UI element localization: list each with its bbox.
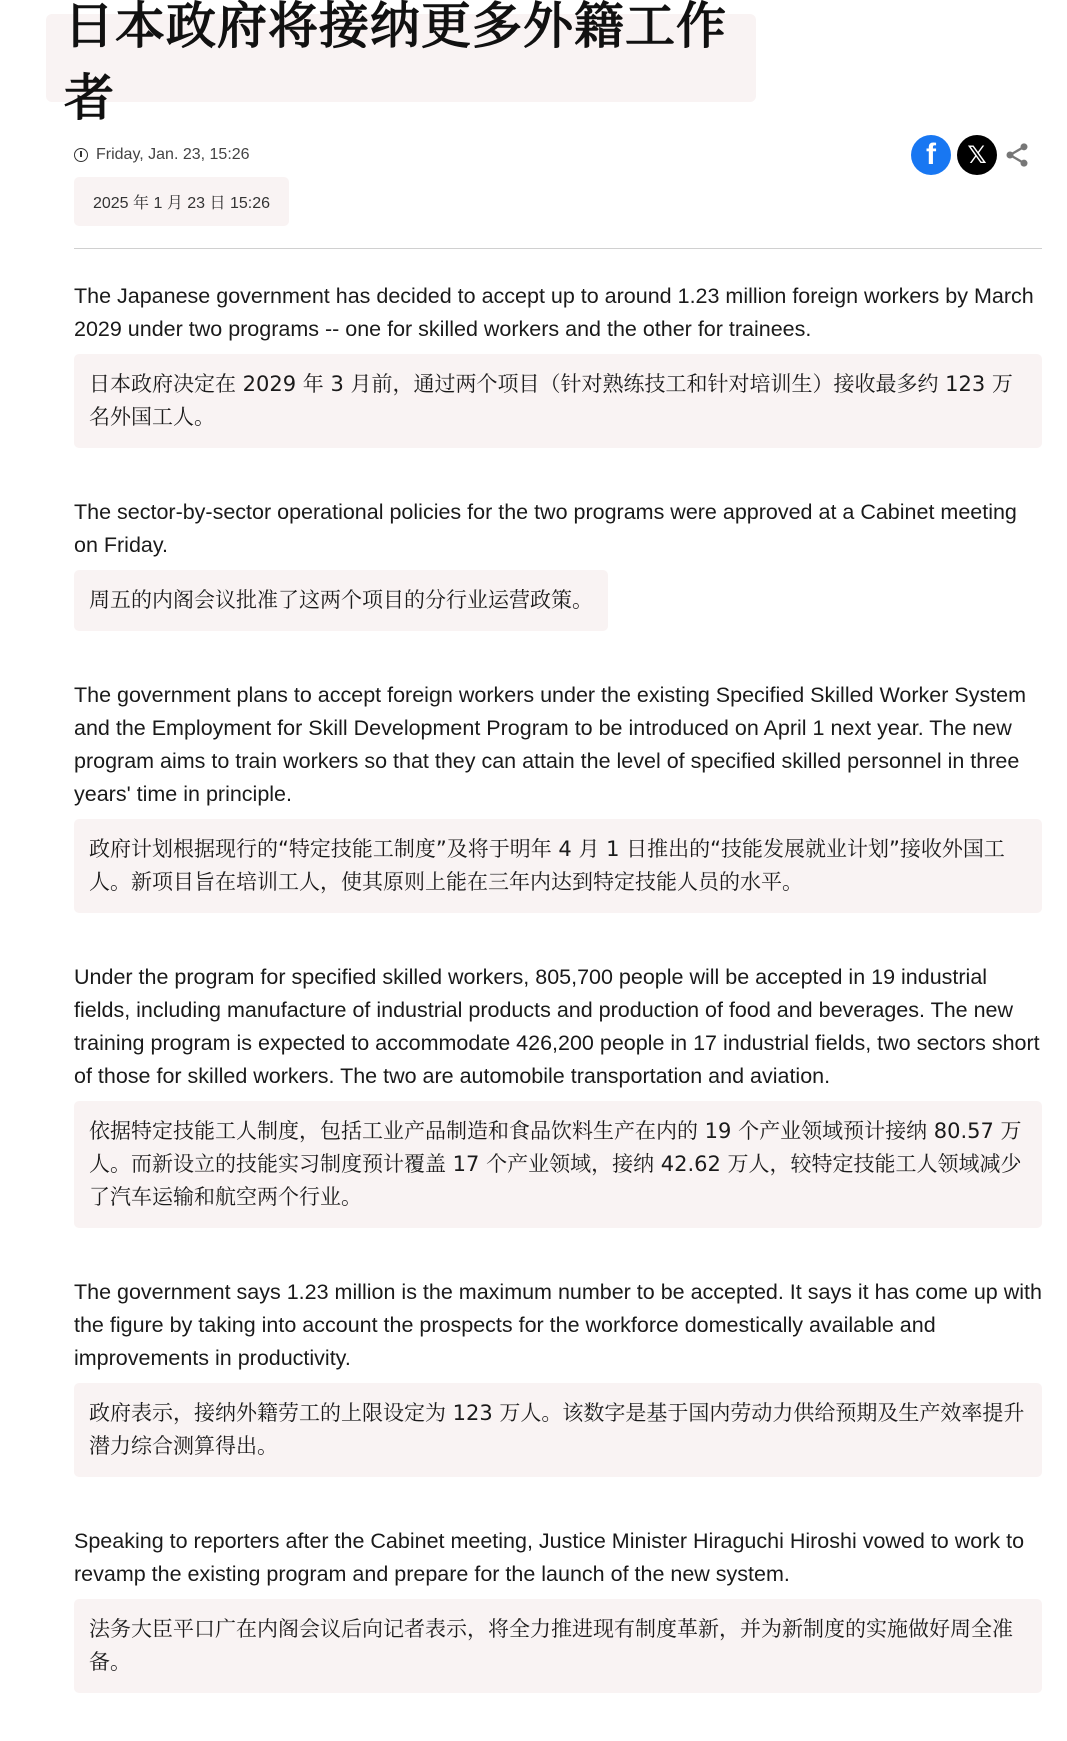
article-body	[74, 280, 1042, 1741]
share-icon[interactable]	[1003, 141, 1031, 169]
paragraph-zh: 周五的内阁会议批准了这两个项目的分行业运营政策。	[74, 570, 608, 631]
facebook-icon[interactable]: f	[911, 135, 951, 175]
paragraph-block	[74, 1276, 1042, 1477]
paragraph-block	[74, 1525, 1042, 1693]
date-zh-box	[74, 177, 289, 226]
clock-icon	[74, 148, 88, 162]
paragraph-zh: 政府表示，接纳外籍劳工的上限设定为 123 万人。该数字是基于国内劳动力供给预期及生产效率提升潜力综合测算得出。	[74, 1383, 1042, 1477]
divider	[74, 248, 1042, 249]
paragraph-en: Speaking to reporters after the Cabinet meeting, Justice Minister Hiraguchi Hiroshi vowed to work to revamp the existing program and prepare for the launch of the new system.	[74, 1529, 1025, 1586]
paragraph-en: The sector-by-sector operational policies for the two programs were approved at a Cabinet meeting on Friday.	[74, 500, 1017, 557]
paragraph-zh: 日本政府决定在 2029 年 3 月前，通过两个项目（针对熟练技工和针对培训生）接收最多约 123 万名外国工人。	[74, 354, 1042, 448]
paragraph-en: Under the program for specified skilled workers, 805,700 people will be accepted in 19 industrial fields, including manufacture of industrial products and production of food and beverages. The new training program is expected to accommodate 426,200 people in 17 industrial fields, two sectors short of those for skilled workers. The two are automobile transportation and aviation.	[74, 965, 1040, 1088]
paragraph-block	[74, 280, 1042, 448]
share-bar	[911, 135, 1031, 175]
x-icon[interactable]: 𝕏	[957, 135, 997, 175]
date-en: Friday, Jan. 23, 15:26	[96, 146, 250, 163]
paragraph-block	[74, 496, 1042, 679]
paragraph-zh: 政府计划根据现行的“特定技能工制度”及将于明年 4 月 1 日推出的“技能发展就业计划”接收外国工人。新项目旨在培训工人，使其原则上能在三年内达到特定技能人员的水平。	[74, 819, 1042, 913]
paragraph-zh: 依据特定技能工人制度，包括工业产品制造和食品饮料生产在内的 19 个产业领域预计接纳 80.57 万人。而新设立的技能实习制度预计覆盖 17 个产业领域，接纳 42.62 万人，较特定技能工人领域减少了汽车运输和航空两个行业。	[74, 1101, 1042, 1228]
paragraph-block	[74, 679, 1042, 913]
title-box	[46, 0, 756, 127]
date-zh: 2025 年 1 月 23 日 15:26	[92, 195, 270, 212]
date-line	[74, 146, 250, 164]
page-title: 日本政府将接纳更多外籍工作者	[64, 0, 727, 127]
paragraph-en: The government says 1.23 million is the maximum number to be accepted. It says it has come up with the figure by taking into account the prospects for the workforce domestically available and improvements in productivity.	[74, 1280, 1042, 1370]
paragraph-block	[74, 961, 1042, 1228]
paragraph-en: The government plans to accept foreign workers under the existing Specified Skilled Worker System and the Employment for Skill Development Program to be introduced on April 1 next year. The new program aims to train workers so that they can attain the level of specified skilled personnel in three years' time in principle.	[74, 683, 1027, 806]
paragraph-en: The Japanese government has decided to accept up to around 1.23 million foreign workers by March 2029 under two programs -- one for skilled workers and the other for trainees.	[74, 284, 1034, 341]
paragraph-zh: 法务大臣平口广在内阁会议后向记者表示，将全力推进现有制度革新，并为新制度的实施做好周全准备。	[74, 1599, 1042, 1693]
